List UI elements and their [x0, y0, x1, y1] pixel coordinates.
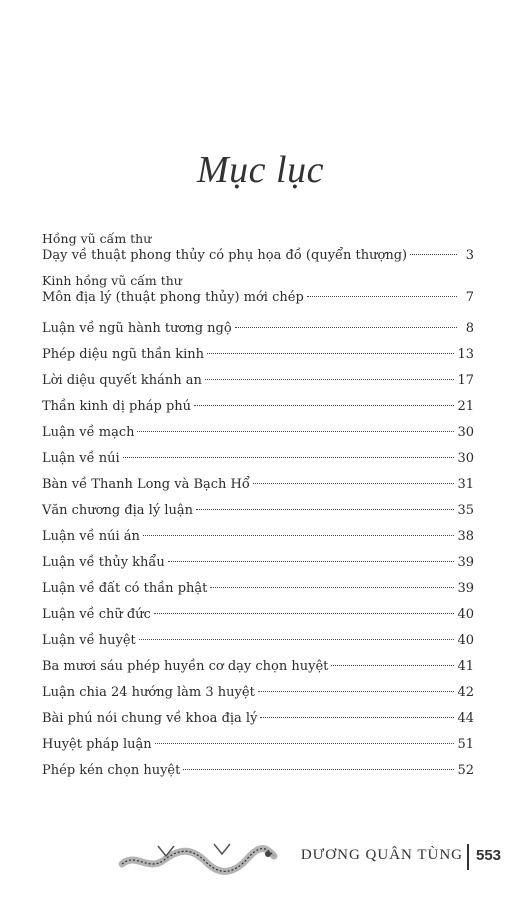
dot-leader: [260, 716, 454, 718]
toc-entry-label: Luận chia 24 hướng làm 3 huyệt: [42, 685, 255, 700]
toc-entry[interactable]: [42, 342, 474, 368]
dot-leader: [207, 352, 454, 354]
page-number: 553: [476, 847, 502, 864]
dot-leader: [183, 768, 454, 770]
toc-entry[interactable]: [42, 706, 474, 732]
toc-group-heading: Hồng vũ cấm thư: [42, 231, 152, 246]
toc-entry[interactable]: [42, 446, 474, 472]
toc-entry-label: Luận về huyệt: [42, 633, 136, 648]
dot-leader: [210, 586, 454, 588]
toc-entry[interactable]: [42, 680, 474, 706]
dot-leader: [143, 534, 455, 536]
toc-entry-page: 30: [457, 425, 474, 440]
toc-entry-page: 51: [457, 737, 474, 752]
toc-entry[interactable]: [42, 368, 474, 394]
toc-entry-label: Luận về núi án: [42, 529, 140, 544]
toc-entry[interactable]: [42, 576, 474, 602]
toc-entry[interactable]: [42, 550, 474, 576]
dot-leader: [253, 482, 455, 484]
toc-entry-page: 17: [457, 373, 474, 388]
toc-entry[interactable]: [42, 732, 474, 758]
toc-entry[interactable]: [42, 288, 474, 308]
toc-entry-page: 30: [457, 451, 474, 466]
toc-entry-label: Luận về đất có thần phật: [42, 581, 208, 596]
page-title: Mục lục: [197, 149, 324, 191]
toc-entry-page: 8: [465, 321, 474, 336]
page-footer: [0, 838, 521, 878]
toc-entry-page: 3: [465, 248, 474, 263]
dot-leader: [139, 638, 455, 640]
dot-leader: [168, 560, 455, 562]
toc-entry-label: Luận về thủy khẩu: [42, 555, 165, 570]
dot-leader: [194, 404, 454, 406]
dot-leader: [307, 295, 457, 297]
toc-entry[interactable]: [42, 524, 474, 550]
dot-leader: [123, 456, 455, 458]
toc-entry-page: 39: [457, 581, 474, 596]
dot-leader: [155, 742, 455, 744]
toc-entry-page: 38: [457, 529, 474, 544]
toc-entry-page: 7: [465, 290, 474, 305]
toc-entry[interactable]: [42, 602, 474, 628]
toc-entry[interactable]: [42, 316, 474, 342]
toc-entry[interactable]: [42, 246, 474, 266]
toc-entry-page: 42: [457, 685, 474, 700]
toc-entry-label: Bài phú nói chung về khoa địa lý: [42, 711, 258, 726]
toc-entry[interactable]: [42, 498, 474, 524]
toc-group: [42, 232, 474, 266]
toc-entry[interactable]: [42, 628, 474, 654]
toc-entry-label: Luận về chữ đức: [42, 607, 151, 622]
toc-entry-label: Bàn về Thanh Long và Bạch Hổ: [42, 477, 250, 492]
toc-entry-page: 41: [457, 659, 474, 674]
toc-entry-page: 40: [457, 607, 474, 622]
dot-leader: [196, 508, 454, 510]
toc-entry-label: Luận về mạch: [42, 425, 135, 440]
toc-entry-label: Dạy về thuật phong thủy có phụ họa đồ (quyển thượng): [42, 248, 408, 263]
toc-entry-label: Luận về núi: [42, 451, 120, 466]
dot-leader: [235, 326, 457, 328]
author-name: DƯƠNG QUÂN TÙNG: [300, 847, 463, 863]
toc-entry-page: 44: [457, 711, 474, 726]
toc-entry-label: Ba mươi sáu phép huyền cơ dạy chọn huyệt: [42, 659, 329, 674]
toc-entry[interactable]: [42, 654, 474, 680]
toc-entry-page: 40: [457, 633, 474, 648]
toc-entry-page: 39: [457, 555, 474, 570]
toc-entry[interactable]: [42, 394, 474, 420]
dragon-ornament-icon: [118, 838, 278, 878]
dot-leader: [154, 612, 455, 614]
toc-entry-label: Lời diệu quyết khánh an: [42, 373, 202, 388]
toc-entry-label: Thần kinh dị pháp phú: [42, 399, 192, 414]
dot-leader: [331, 664, 454, 666]
toc-entry-label: Môn địa lý (thuật phong thủy) mới chép: [42, 290, 304, 305]
toc-entry-page: 21: [457, 399, 474, 414]
footer-divider: [467, 844, 469, 870]
toc-entry-page: 31: [457, 477, 474, 492]
dot-leader: [137, 430, 454, 432]
toc-entries: [42, 316, 474, 784]
toc-entry-label: Phép kén chọn huyệt: [42, 763, 181, 778]
toc-entry-page: 35: [457, 503, 474, 518]
dot-leader: [258, 690, 455, 692]
toc-group: [42, 274, 474, 308]
toc-entry-label: Văn chương địa lý luận: [42, 503, 193, 518]
toc-group-heading: Kinh hồng vũ cấm thư: [42, 273, 182, 288]
toc-entry-page: 52: [457, 763, 474, 778]
toc-entry[interactable]: [42, 758, 474, 784]
table-of-contents: [42, 232, 474, 784]
toc-entry[interactable]: [42, 420, 474, 446]
toc-entry[interactable]: [42, 472, 474, 498]
dot-leader: [410, 253, 457, 255]
toc-entry-label: Huyệt pháp luận: [42, 737, 152, 752]
toc-entry-label: Luận về ngũ hành tương ngộ: [42, 321, 232, 336]
toc-entry-label: Phép diệu ngũ thần kinh: [42, 347, 204, 362]
toc-entry-page: 13: [457, 347, 474, 362]
dot-leader: [205, 378, 455, 380]
